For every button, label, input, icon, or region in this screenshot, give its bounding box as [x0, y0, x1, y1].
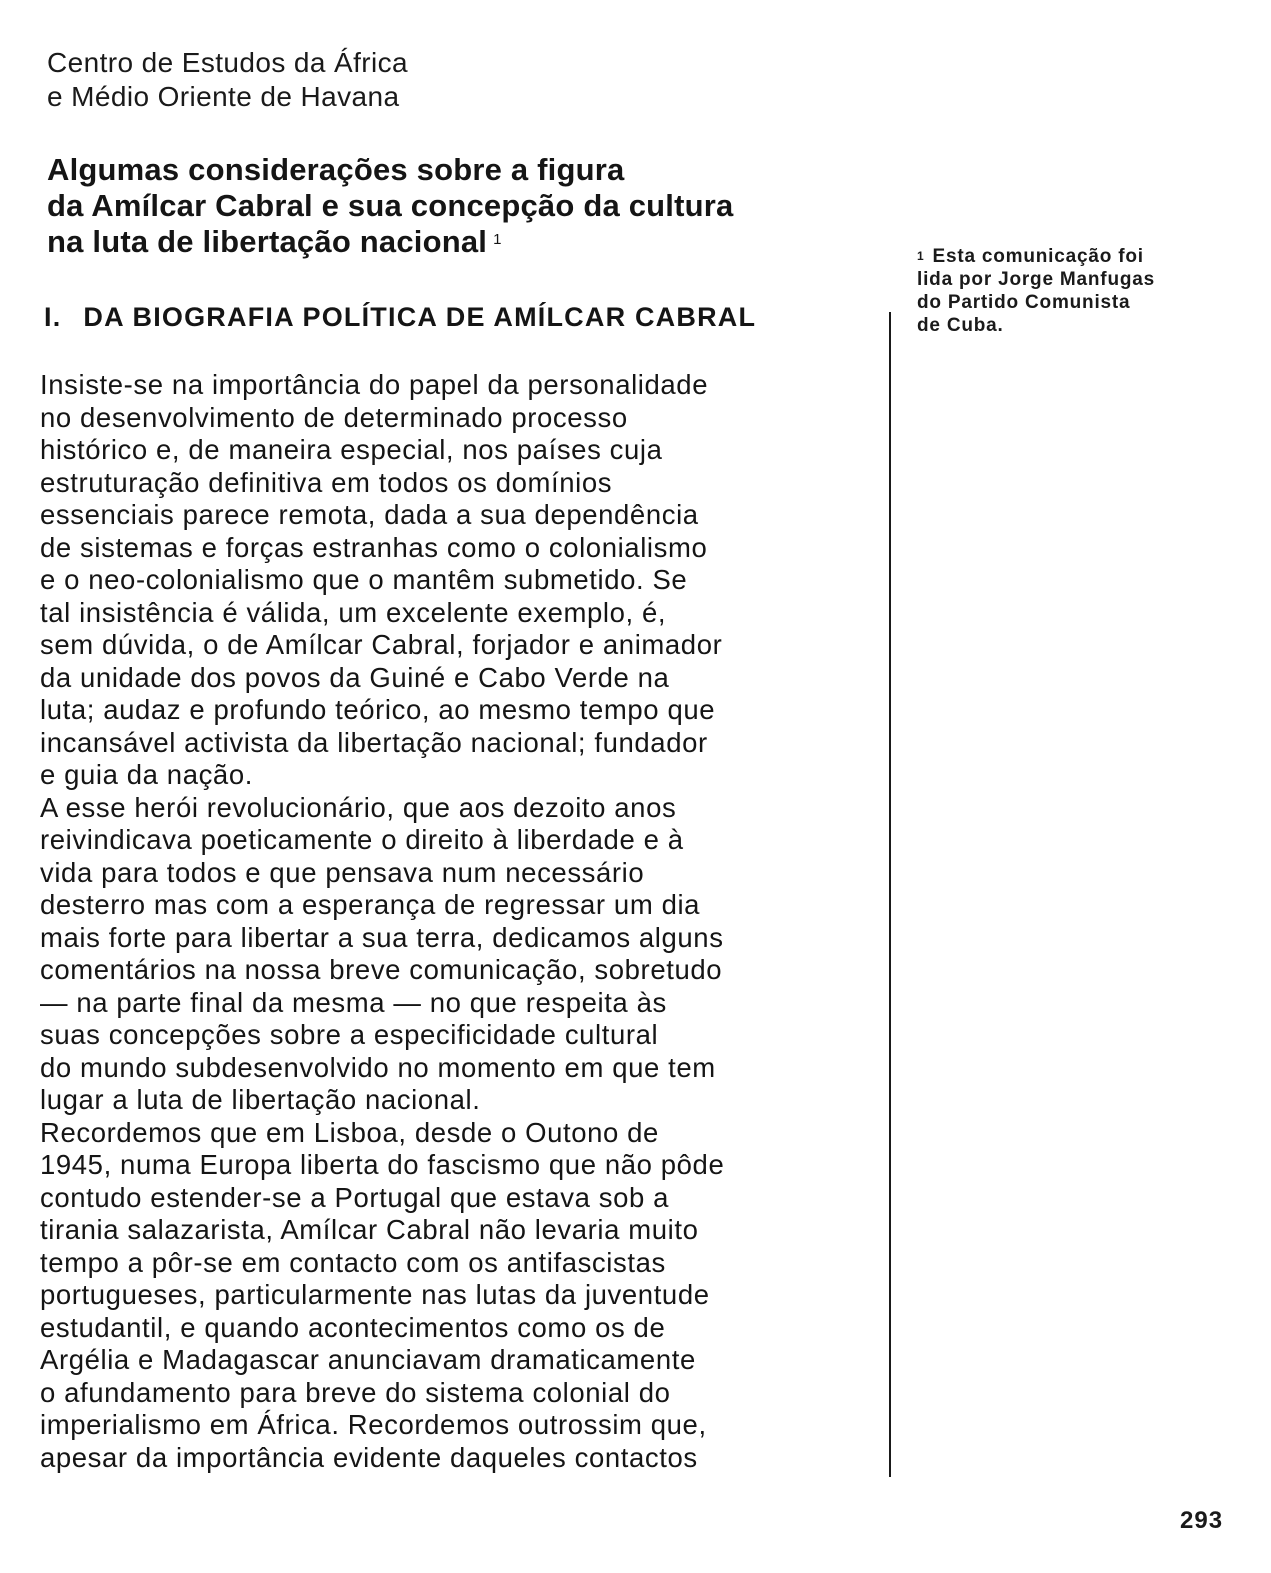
- page-number: 293: [1180, 1507, 1224, 1534]
- body-line: portugueses, particularmente nas lutas da juventude: [40, 1279, 710, 1310]
- article-title: [47, 152, 877, 260]
- body-line: incansável activista da libertação nacional; fundador: [40, 726, 708, 758]
- footnote-line: lida por Jorge Manfugas: [917, 269, 1155, 290]
- body-line: Recordemos que em Lisboa, desde o Outono de: [40, 1116, 659, 1148]
- column-divider: [889, 312, 891, 1477]
- body-line: contudo estender-se a Portugal que estava sob a: [40, 1181, 670, 1213]
- title-line-text: na luta de libertação nacional: [47, 224, 488, 259]
- body-line: Insiste-se na importância do papel da personalidade: [40, 369, 709, 400]
- body-line: desterro mas com a esperança de regressar um dia: [40, 889, 701, 920]
- body-line: lugar a luta de libertação nacional.: [40, 1084, 481, 1115]
- title-line: Algumas considerações sobre a figura: [47, 152, 625, 187]
- body-line: estruturação definitiva em todos os domínios: [40, 466, 613, 498]
- section-number: I.: [44, 302, 62, 332]
- footnote: [917, 245, 1247, 337]
- body-line: — na parte final da mesma — no que respeita às: [40, 986, 667, 1018]
- body-line: sem dúvida, o de Amílcar Cabral, forjador e animador: [40, 629, 723, 660]
- institution-header: [47, 46, 567, 114]
- body-line: e o neo-colonialismo que o mantêm submetido. Se: [40, 564, 688, 595]
- title-line-last: [47, 224, 877, 260]
- section-heading: [44, 300, 864, 334]
- body-line: imperialismo em África. Recordemos outrossim que,: [40, 1409, 707, 1440]
- body-line: suas concepções sobre a especificidade cultural: [40, 1019, 659, 1050]
- body-line: histórico e, de maneira especial, nos países cuja: [40, 434, 663, 465]
- body-line: tempo a pôr-se em contacto com os antifascistas: [40, 1246, 666, 1278]
- body-line: da unidade dos povos da Guiné e Cabo Verde na: [40, 661, 670, 693]
- body-line: vida para todos e que pensava num necessário: [40, 856, 645, 888]
- section-heading-text: DA BIOGRAFIA POLÍTICA DE AMÍLCAR CABRAL: [83, 302, 757, 332]
- body-line: o afundamento para breve do sistema colonial do: [40, 1376, 671, 1408]
- body-text: [40, 369, 885, 1474]
- body-line: apesar da importância evidente daqueles contactos: [40, 1441, 698, 1473]
- institution-line: Centro de Estudos da África: [47, 47, 408, 78]
- title-footnote-ref[interactable]: 1: [493, 231, 502, 248]
- footnote-text: Esta comunicação foi: [932, 246, 1144, 267]
- footnote-mark: 1: [917, 249, 925, 263]
- body-line: do mundo subdesenvolvido no momento em que tem: [40, 1051, 716, 1083]
- footnote-line: [917, 245, 1247, 268]
- footnote-line: do Partido Comunista: [917, 292, 1131, 313]
- footnote-line: de Cuba.: [917, 315, 1004, 336]
- body-line: tal insistência é válida, um excelente exemplo, é,: [40, 596, 667, 628]
- body-line: reivindicava poeticamente o direito à liberdade e à: [40, 824, 684, 855]
- body-line: comentários na nossa breve comunicação, sobretudo: [40, 954, 723, 985]
- body-line: mais forte para libertar a sua terra, dedicamos alguns: [40, 921, 724, 953]
- body-line: Argélia e Madagascar anunciavam dramaticamente: [40, 1344, 696, 1375]
- body-line: e guia da nação.: [40, 759, 253, 790]
- body-line: A esse herói revolucionário, que aos dezoito anos: [40, 791, 677, 823]
- institution-line: e Médio Oriente de Havana: [47, 81, 400, 112]
- body-line: essenciais parece remota, dada a sua dependência: [40, 499, 699, 530]
- body-line: luta; audaz e profundo teórico, ao mesmo tempo que: [40, 694, 716, 725]
- title-line: da Amílcar Cabral e sua concepção da cultura: [47, 188, 734, 223]
- body-line: estudantil, e quando acontecimentos como os de: [40, 1311, 666, 1343]
- body-line: tirania salazarista, Amílcar Cabral não levaria muito: [40, 1214, 699, 1245]
- body-line: 1945, numa Europa liberta do fascismo que não pôde: [40, 1149, 725, 1180]
- body-line: de sistemas e forças estranhas como o colonialismo: [40, 531, 708, 563]
- body-line: no desenvolvimento de determinado processo: [40, 401, 628, 433]
